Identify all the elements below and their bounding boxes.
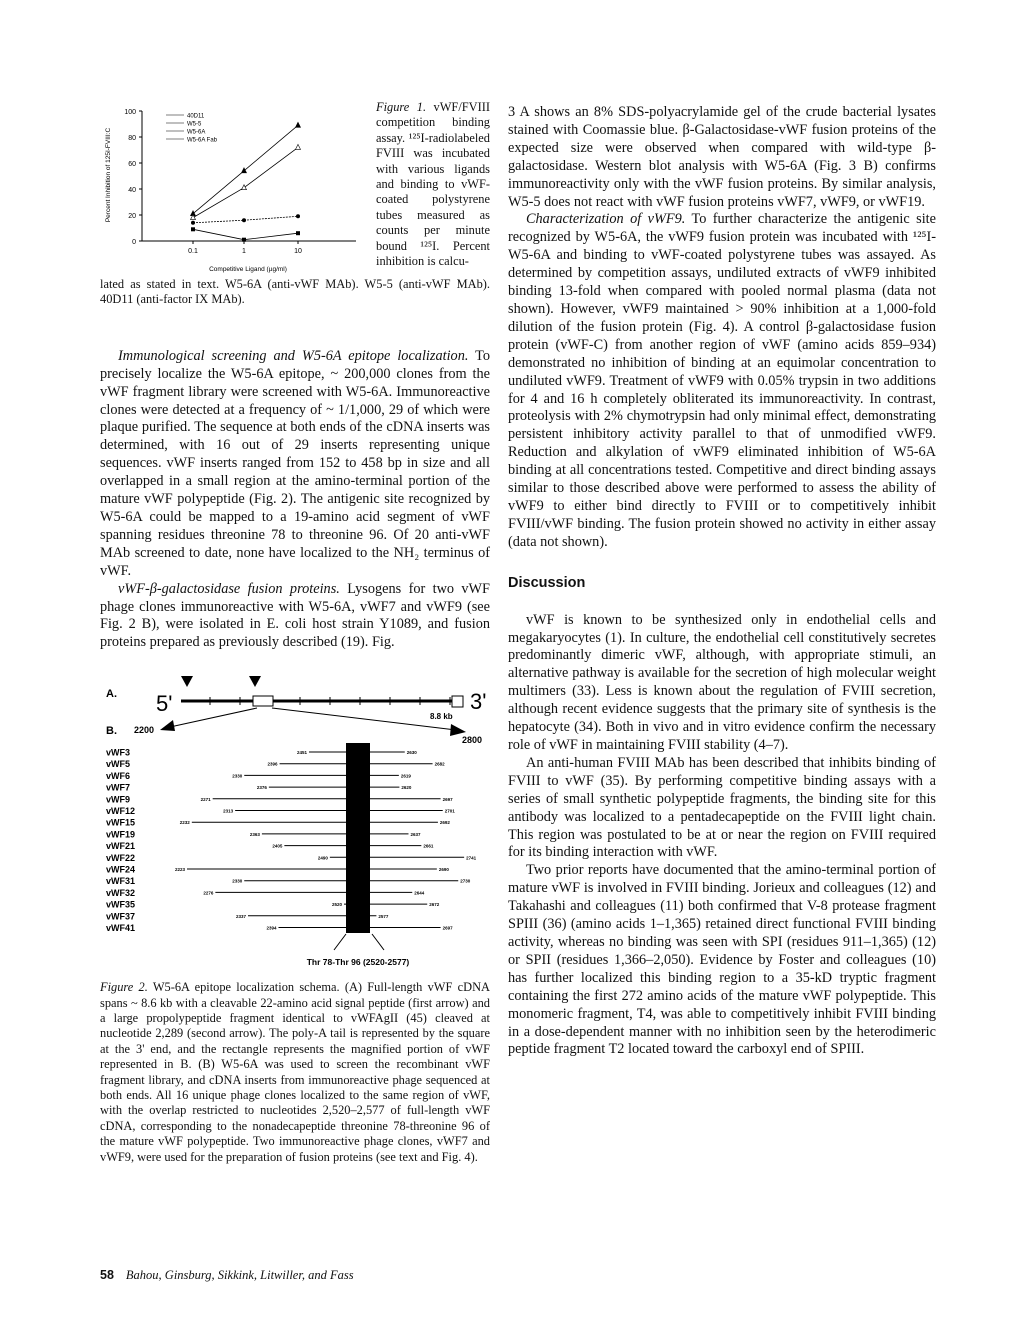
y-tick-label: 20 [128, 213, 136, 220]
clone-label: vWF31 [106, 876, 136, 887]
paragraph-text: To further characterize the antigenic site recognized by W5-6A, the vWF9 fusion protein was incubated with ¹²⁵I-W5-6A and binding to vWF-coated polystyrene tubes was assayed. As determined by competition assays, undiluted extracts of vWF9 inhibited binding 13-fold when compared with pooled normal plasma (data not shown). However, vWF9 maintained > 90% inhibition at a 1,000-fold dilution of the fusion protein (Fig. 4). A control β-galactosidase fusion protein (vWF-C) from another region of vWF (amino acids 859–934) demonstrated no inhibition of binding at an equimolar concentration to undiluted vWF9. Treatment of vWF9 with 0.05% trypsin in two additions for 4 and 16 h completely obliterated its immunoreactivity. In contrast, proteolysis with 2% chymotrypsin had only minimal effect, demonstrating persistent inhibitory activity parallel to that of unmodified vWF9. Reduction and alkylation of vWF9 eliminated inhibition of W5-6A binding at all concentrations tested. Competitive and direct binding assays similar to those described above were performed to assess the ability of vWF9 to either bind directly to FVIII or to competitively inhibit FVIII/vWF binding. The fusion protein showed no activity in either assay (data not shown). [508, 211, 936, 550]
x-tick-label: 0.1 [188, 248, 198, 255]
clone-label: vWF35 [106, 899, 136, 910]
clone-start: 2396 [267, 761, 278, 767]
clone-label: vWF32 [106, 888, 136, 899]
clone-start: 2376 [256, 785, 267, 791]
x-axis-label: Competitive Ligand (µg/ml) [209, 266, 287, 273]
clone-end: 2577 [378, 914, 389, 920]
clone-start: 2337 [235, 914, 246, 920]
clone-end: 2690 [438, 867, 449, 873]
page-footer [100, 1268, 354, 1283]
clone-end: 2637 [410, 832, 421, 838]
three-prime-label: 3' [470, 689, 487, 715]
magnified-region-box [253, 696, 273, 706]
x-tick-label: 1 [242, 248, 246, 255]
clone-start: 2451 [296, 750, 307, 756]
clone-end: 2661 [423, 843, 434, 849]
label-b: B. [106, 725, 117, 738]
data-point [296, 144, 301, 149]
figure-2-label: Figure 2. [100, 980, 148, 995]
y-tick-label: 0 [132, 239, 136, 246]
data-point [242, 185, 247, 190]
figure-1 [100, 95, 490, 275]
paragraph [100, 581, 490, 653]
clone-start: 2276 [203, 890, 214, 896]
figure-1-caption-side [376, 100, 490, 269]
range-start: 2200 [134, 725, 155, 736]
arrow-down-icon [249, 676, 261, 687]
figure-1-chart [100, 95, 368, 275]
range-end: 2800 [462, 735, 483, 746]
clone-start: 2490 [317, 855, 328, 861]
left-column [100, 95, 490, 1165]
series-line [193, 147, 298, 217]
y-tick-label: 100 [124, 109, 136, 116]
length-label: 8.8 kb [430, 712, 453, 722]
left-column-text [100, 348, 490, 652]
paragraph [508, 211, 936, 551]
figure-2-caption [100, 980, 490, 1165]
clone-label: vWF9 [106, 794, 131, 805]
discussion-text [508, 612, 936, 1060]
footer-authors: Bahou, Ginsburg, Sikkink, Litwiller, and Fass [125, 1268, 354, 1282]
clone-end: 2692 [439, 820, 450, 826]
discussion-heading: Discussion [508, 574, 586, 591]
data-point [242, 218, 246, 222]
paragraph: Two prior reports have documented that the amino-terminal portion of mature vWF is involved in FVIII binding. Jorieux and colleagues (12) and Takahashi and colleagues (11) both confirmed that V-8 protease fragment SPIII (36) (amino acids 1–1,365) retained direct functional FVIII binding activity, whereas no binding was seen with SPI (residues 911–1,365) (12) or SPII (residues 1,366–2,050). Evidence by Foster and colleagues (10) has further localized this binding region to a 35-kD tryptic fragment containing the first 272 amino acids of the mature vWF polypeptide. This monomeric fragment, T4, was able to competitively inhibit FVIII binding in a dose-dependent manner with no inhibition seen by the heterodimeric peptide fragment T2 located toward the carboxyl end of SPIII. [508, 862, 936, 1058]
clone-end: 2619 [400, 773, 411, 779]
epitope-label: Thr 78-Thr 96 (2520-2577) [306, 957, 410, 968]
data-point [242, 238, 246, 242]
paragraph-text: 3 A shows an 8% SDS-polyacrylamide gel of the crude bacterial lysates stained with Coomassie blue. β-Galactosidase-vWF fusion proteins of the expected size were observed when compared with wild-type β-galactosidase. Western blot analysis with W5-6A (Fig. 3 B) confirms immunoreactivity only with the vWF fusion proteins. By similar analysis, W5-5 does not react with vWF fusion proteins vWF7, vWF9, or vWF19. [508, 104, 936, 210]
epitope-pointer-right [372, 934, 384, 950]
figure-2-caption-text: W5-6A epitope localization schema. (A) Full-length vWF cDNA spans ~ 8.6 kb with a cleavable 22-amino acid signal peptide (first arrow) and a large propolypeptide fragment identical to vWFAgII (45) cleaved at nucleotide 2,289 (second arrow). The poly-A tail is represented by the square at the 3' end, and the rectangle represents the magnified portion of vWF represented in B. (B) W5-6A was used to screen the recombinant vWF fragment library, and cDNA inserts from immunoreactive phage sequenced at both ends. All 16 unique phage clones localized to the same region of vWF, with the overlap restricted to nucleotides 2,520–2,577 of full-length vWF cDNA, corresponding to the nonadecapeptide threonine 78-threonine 96 of the mature vWF polypeptide. Two immunoreactive phage clones, vWF7 and vWF9, were used for the preparation of fusion proteins (see text and Fig. 4). [100, 980, 490, 1164]
clone-label: vWF19 [106, 829, 136, 840]
data-point [191, 221, 195, 225]
y-tick-label: 40 [128, 187, 136, 194]
data-point [191, 227, 195, 231]
data-point [296, 231, 300, 235]
label-a: A. [106, 688, 117, 701]
clone-label: vWF24 [106, 864, 136, 875]
clone-label: vWF15 [106, 817, 136, 828]
five-prime-label: 5' [156, 691, 173, 717]
figure-2-diagram [100, 670, 490, 970]
paragraph [508, 104, 936, 211]
clone-end: 2697 [442, 797, 453, 803]
clone-label: vWF3 [106, 747, 131, 758]
clone-label: vWF41 [106, 923, 136, 934]
legend-label: W5-6A [187, 129, 206, 136]
zoom-line-right [272, 708, 456, 730]
clone-end: 2630 [406, 750, 417, 756]
paragraph-heading: Characterization of vWF9. [526, 211, 686, 228]
legend-label: W5-6A Fab [187, 137, 218, 144]
clone-end: 2730 [460, 878, 471, 884]
clone-end: 2672 [429, 902, 440, 908]
clone-start: 2363 [249, 832, 260, 838]
clone-start: 2313 [223, 808, 234, 814]
clone-start: 2394 [266, 925, 277, 931]
clone-label: vWF37 [106, 911, 136, 922]
figure-1-caption-bottom: lated as stated in text. W5-6A (anti-vWF MAb). W5-5 (anti-vWF MAb). 40D11 (anti-factor IX MAb). [100, 277, 490, 307]
paragraph [100, 348, 490, 581]
page-number: 58 [100, 1268, 114, 1282]
poly-a-tail-box [452, 696, 463, 707]
clone-start: 2223 [174, 867, 185, 873]
clone-end: 2701 [444, 808, 455, 814]
legend-label: W5-5 [187, 121, 202, 128]
clone-start: 2232 [179, 820, 190, 826]
clone-end: 2682 [434, 761, 445, 767]
arrow-down-icon [181, 676, 193, 687]
clone-label: vWF7 [106, 782, 131, 793]
right-column [508, 104, 936, 1059]
data-point [296, 122, 301, 127]
y-axis-label: Percent Inhibition of 125I-FVIII:C [105, 127, 112, 223]
figure-1-caption-text: vWF/FVIII competition binding assay. ¹²⁵I-radiolabeled FVIII was incubated with various ligands and binding to vWF-coated polystyrene tubes measured as counts per minute bound ¹²⁵I. Percent inhibition is calcu- [376, 100, 490, 269]
clone-end: 2644 [414, 890, 425, 896]
clone-start: 2405 [272, 843, 283, 849]
clone-label: vWF21 [106, 841, 136, 852]
right-column-text [508, 104, 936, 552]
clone-start: 2330 [232, 773, 243, 779]
zoom-line-left [170, 708, 257, 727]
arrow-left-icon [160, 720, 175, 731]
clone-end: 2697 [442, 925, 453, 931]
clone-end: 2620 [401, 785, 412, 791]
x-tick-label: 10 [294, 248, 302, 255]
clone-start: 2271 [200, 797, 211, 803]
legend-label: 40D11 [187, 113, 205, 120]
paragraph-text: To precisely localize the W5-6A epitope, ~ 200,000 clones from the vWF fragment library were screened with W5-6A. Immunoreactive clones were detected at a frequency of ~ 1/1,000, 29 of which were plaque purified. The sequence at both ends of the cDNA inserts was determined, with 16 out of 29 inserts representing unique sequences. vWF inserts ranged from 152 to 458 bp in size and all overlapped in a small region at the amino-terminal portion of the mature vWF polypeptide (Fig. 2). The antigenic site recognized by W5-6A could be mapped to a 19-amino acid segment of vWF spanning residues threonine 78 to threonine 96. Of 20 anti-vWF MAb screened to date, none have localized to the NH₂ terminus of vWF. [100, 347, 490, 579]
clone-start: 2330 [232, 878, 243, 884]
y-tick-label: 60 [128, 161, 136, 168]
clone-end: 2741 [466, 855, 477, 861]
y-tick-label: 80 [128, 135, 136, 142]
figure-1-label: Figure 1. [376, 100, 427, 114]
clone-start: 2520 [331, 902, 342, 908]
paragraph: An anti-human FVIII MAb has been described that inhibits binding of FVIII to vWF (35). By performing competitive binding assays with a series of small synthetic polypeptide fragments, the binding site for this antibody was localized to a pentadecapeptide on the FVIII light chain. This region was postulated to be at or near the region on FVIII required for its binding interaction with vWF. [508, 754, 936, 861]
paragraph-text: Lysogens for two vWF phage clones immunoreactive with W5-6A, vWF7 and vWF9 (see Fig. 2 B), were isolated in E. coli host strain Y1089, and fusion proteins prepared as previously described (19). Fig. [100, 580, 490, 651]
paragraph-heading: Immunological screening and W5-6A epitope localization. [118, 347, 469, 364]
clone-label: vWF12 [106, 806, 136, 817]
paragraph: vWF is known to be synthesized only in endothelial cells and megakaryocytes (1). In culture, the endothelial cell constitutively secretes predominantly dimeric vWF, although, with appropriate stimuli, an alternative pathway is available for the secretion of high molecular weight multimers (33). Less is known about the regulation of FVIII secretion, although recent evidence suggests that the primary site of synthesis is the hepatocyte (34). Both in vivo and in vitro evidence confirm the necessary role of vWF in maintaining FVIII stability (4–7). [508, 611, 936, 753]
clone-label: vWF22 [106, 853, 136, 864]
clone-label: vWF6 [106, 771, 131, 782]
epitope-pointer-left [334, 934, 346, 950]
data-point [242, 168, 247, 173]
paragraph-heading: vWF-β-galactosidase fusion proteins. [118, 580, 340, 597]
data-point [296, 214, 300, 218]
clone-label: vWF5 [106, 759, 131, 770]
